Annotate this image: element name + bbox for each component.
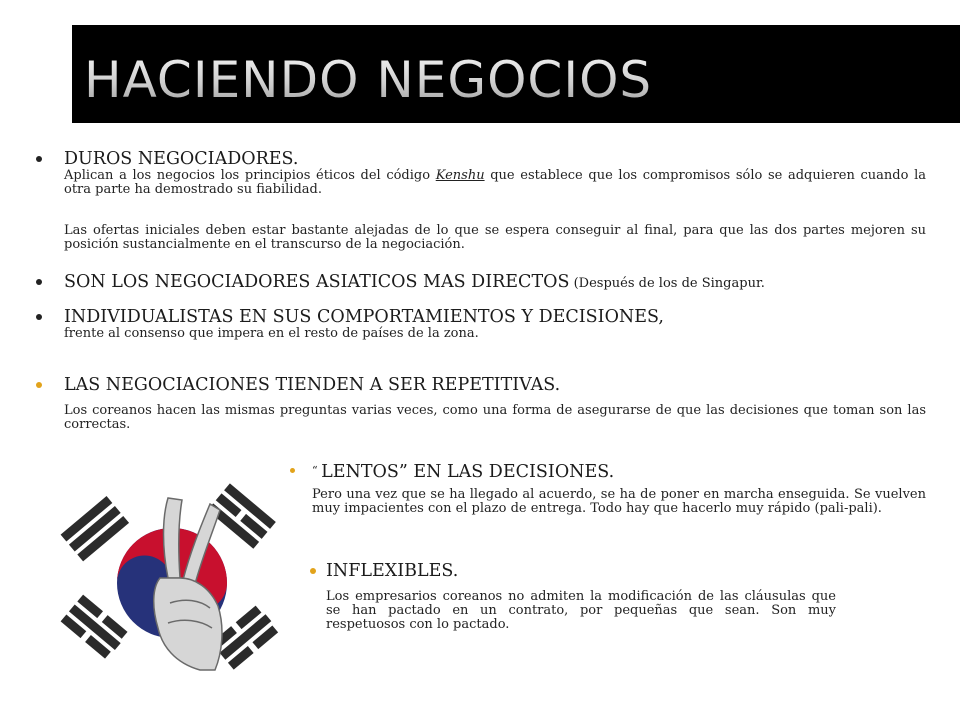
paragraph-kenshu	[64, 169, 926, 197]
bullet-dot	[310, 568, 316, 574]
paragraph-text: que establece que los compromisos sólo se adquieren cuando la otra parte ha demostrado su fiabilidad.	[64, 168, 926, 197]
bullet-heading: INDIVIDUALISTAS EN SUS COMPORTAMIENTOS Y DECISIONES	[64, 307, 659, 327]
title-banner	[72, 25, 960, 123]
bullet-heading: INFLEXIBLES.	[326, 561, 459, 581]
bullet-lentos	[312, 462, 614, 481]
open-quote: “	[312, 464, 322, 477]
bullet-repetitivas	[64, 376, 560, 394]
bullet-inflexibles	[326, 562, 458, 580]
paragraph-consenso: frente al consenso que impera en el resto de países de la zona.	[64, 326, 479, 341]
korean-flag-hand-image	[50, 478, 282, 678]
bullet-duros	[64, 150, 298, 168]
bullet-directos	[64, 273, 765, 292]
trigram-top-left	[61, 496, 129, 561]
bullet-heading: LAS NEGOCIACIONES TIENDEN A SER REPETITIVAS.	[64, 375, 561, 395]
bullet-dot	[36, 382, 42, 388]
kenshu-term: Kenshu	[435, 168, 485, 183]
bullet-dot	[36, 314, 42, 320]
paragraph-contrato: Los empresarios coreanos no admiten la modificación de las cláusulas que se han pactado en un contrato, por pequeñas que sean. Son muy respetuosos con lo pactado.	[326, 589, 836, 632]
bullet-dot	[36, 156, 42, 162]
bullet-heading: SON LOS NEGOCIADORES ASIATICOS MAS DIRECTOS	[64, 272, 570, 292]
bullet-dot	[290, 468, 295, 473]
trigram-bottom-left	[61, 595, 129, 660]
paragraph-pali-pali: Pero una vez que se ha llegado al acuerdo, se ha de poner en marcha enseguida. Se vuelven muy impacientes con el plazo de entrega. Todo hay que hacerlo muy rápido (pali-pali).	[312, 487, 926, 516]
paragraph-text: Aplican a los negocios los principios éticos del código	[64, 168, 436, 183]
bullet-heading: LENTOS” EN LAS DECISIONES.	[321, 462, 615, 482]
paragraph-ofertas: Las ofertas iniciales deben estar bastante alejadas de lo que se espera conseguir al final, para que las dos partes mejoren su posición sustancialmente en el transcurso de la negociación.	[64, 223, 926, 252]
bullet-dot	[36, 279, 42, 285]
paragraph-preguntas: Los coreanos hacen las mismas preguntas varias veces, como una forma de asegurarse de que las decisiones que toman son las correctas.	[64, 403, 926, 432]
bullet-individualistas	[64, 308, 664, 326]
bullet-heading-tail: ,	[658, 307, 664, 327]
bullet-heading: DUROS NEGOCIADORES.	[64, 149, 299, 169]
slide-title: HACIENDO NEGOCIOS	[84, 51, 653, 109]
bullet-note: (Después de los de Singapur.	[569, 276, 765, 291]
